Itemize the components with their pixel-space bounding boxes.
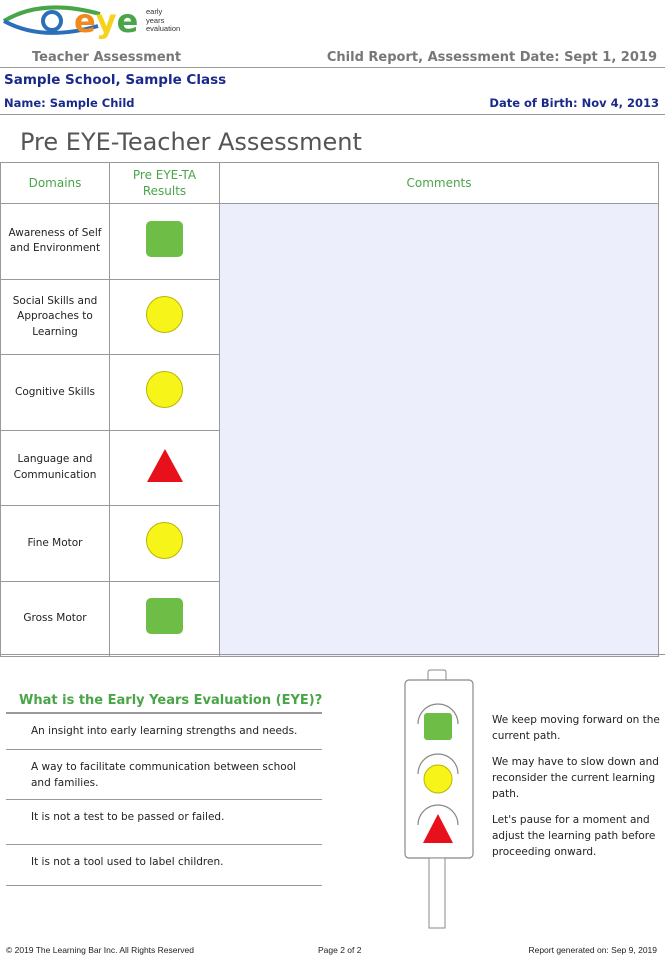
school-class-label: Sample School, Sample Class — [4, 72, 227, 88]
domain-cell: Language and Communication — [1, 430, 110, 506]
header-divider — [0, 67, 665, 68]
result-cell — [110, 581, 220, 657]
info-divider — [0, 114, 665, 115]
result-cell — [110, 204, 220, 280]
red-light-text: Let's pause for a moment and adjust the learning path before proceeding onward. — [492, 814, 656, 858]
domain-cell: Awareness of Self and Environment — [1, 204, 110, 280]
assessment-table — [0, 162, 659, 657]
what-is-eye-title: What is the Early Years Evaluation (EYE)? — [19, 693, 323, 708]
section-divider — [0, 654, 665, 655]
green-square-icon — [146, 598, 183, 634]
date-of-birth-label: Date of Birth: Nov 4, 2013 — [489, 96, 659, 110]
col-header-results-line2: Results — [142, 184, 187, 198]
result-cell — [110, 279, 220, 355]
list-item: An insight into early learning strengths and needs. — [6, 712, 322, 749]
result-cell — [110, 430, 220, 506]
traffic-light-icon — [398, 668, 486, 930]
logo-pupil — [43, 12, 61, 30]
col-header-results-line1: Pre EYE-TA — [132, 168, 197, 182]
list-item: A way to facilitate communication between school and families. — [6, 749, 322, 799]
header-left-title: Teacher Assessment — [32, 50, 182, 65]
list-item: It is not a tool used to label children. — [6, 844, 322, 886]
col-header-comments: Comments — [220, 163, 659, 204]
what-is-eye-list — [6, 712, 322, 886]
result-cell — [110, 355, 220, 431]
green-light-icon — [424, 713, 452, 740]
logo-line-early: early — [146, 7, 163, 16]
red-triangle-icon — [147, 449, 183, 482]
traffic-light-graphic — [398, 668, 486, 930]
table-row — [1, 204, 659, 280]
yellow-circle-icon — [146, 371, 183, 408]
footer-copyright: © 2019 The Learning Bar Inc. All Rights Reserved — [6, 945, 195, 955]
col-header-results — [110, 163, 220, 204]
logo-small-text — [146, 8, 180, 34]
list-item: It is not a test to be passed or failed. — [6, 799, 322, 844]
domain-cell: Social Skills and Approaches to Learning — [1, 279, 110, 355]
domain-cell: Cognitive Skills — [1, 355, 110, 431]
logo-line-evaluation: evaluation — [146, 24, 181, 33]
header-right-title: Child Report, Assessment Date: Sept 1, 2019 — [326, 50, 657, 65]
domain-cell: Gross Motor — [1, 581, 110, 657]
comments-cell — [220, 204, 659, 657]
child-name-label: Name: Sample Child — [4, 96, 135, 110]
yellow-circle-icon — [146, 296, 183, 333]
yellow-light-icon — [424, 765, 452, 793]
col-header-domains: Domains — [1, 163, 110, 204]
table-header-row — [1, 163, 659, 204]
green-light-text: We keep moving forward on the current path. — [492, 714, 660, 742]
page-title: Pre EYE-Teacher Assessment — [20, 128, 362, 156]
logo-wordmark: eye — [74, 2, 139, 40]
result-cell — [110, 506, 220, 582]
footer-page-number: Page 2 of 2 — [318, 945, 362, 955]
domain-cell: Fine Motor — [1, 506, 110, 582]
yellow-light-text: We may have to slow down and reconsider the current learning path. — [492, 756, 659, 800]
green-square-icon — [146, 221, 183, 257]
yellow-circle-icon — [146, 522, 183, 559]
logo-line-years: years — [146, 15, 165, 25]
eye-logo — [2, 2, 202, 42]
footer-generated-date: Report generated on: Sep 9, 2019 — [528, 945, 657, 955]
